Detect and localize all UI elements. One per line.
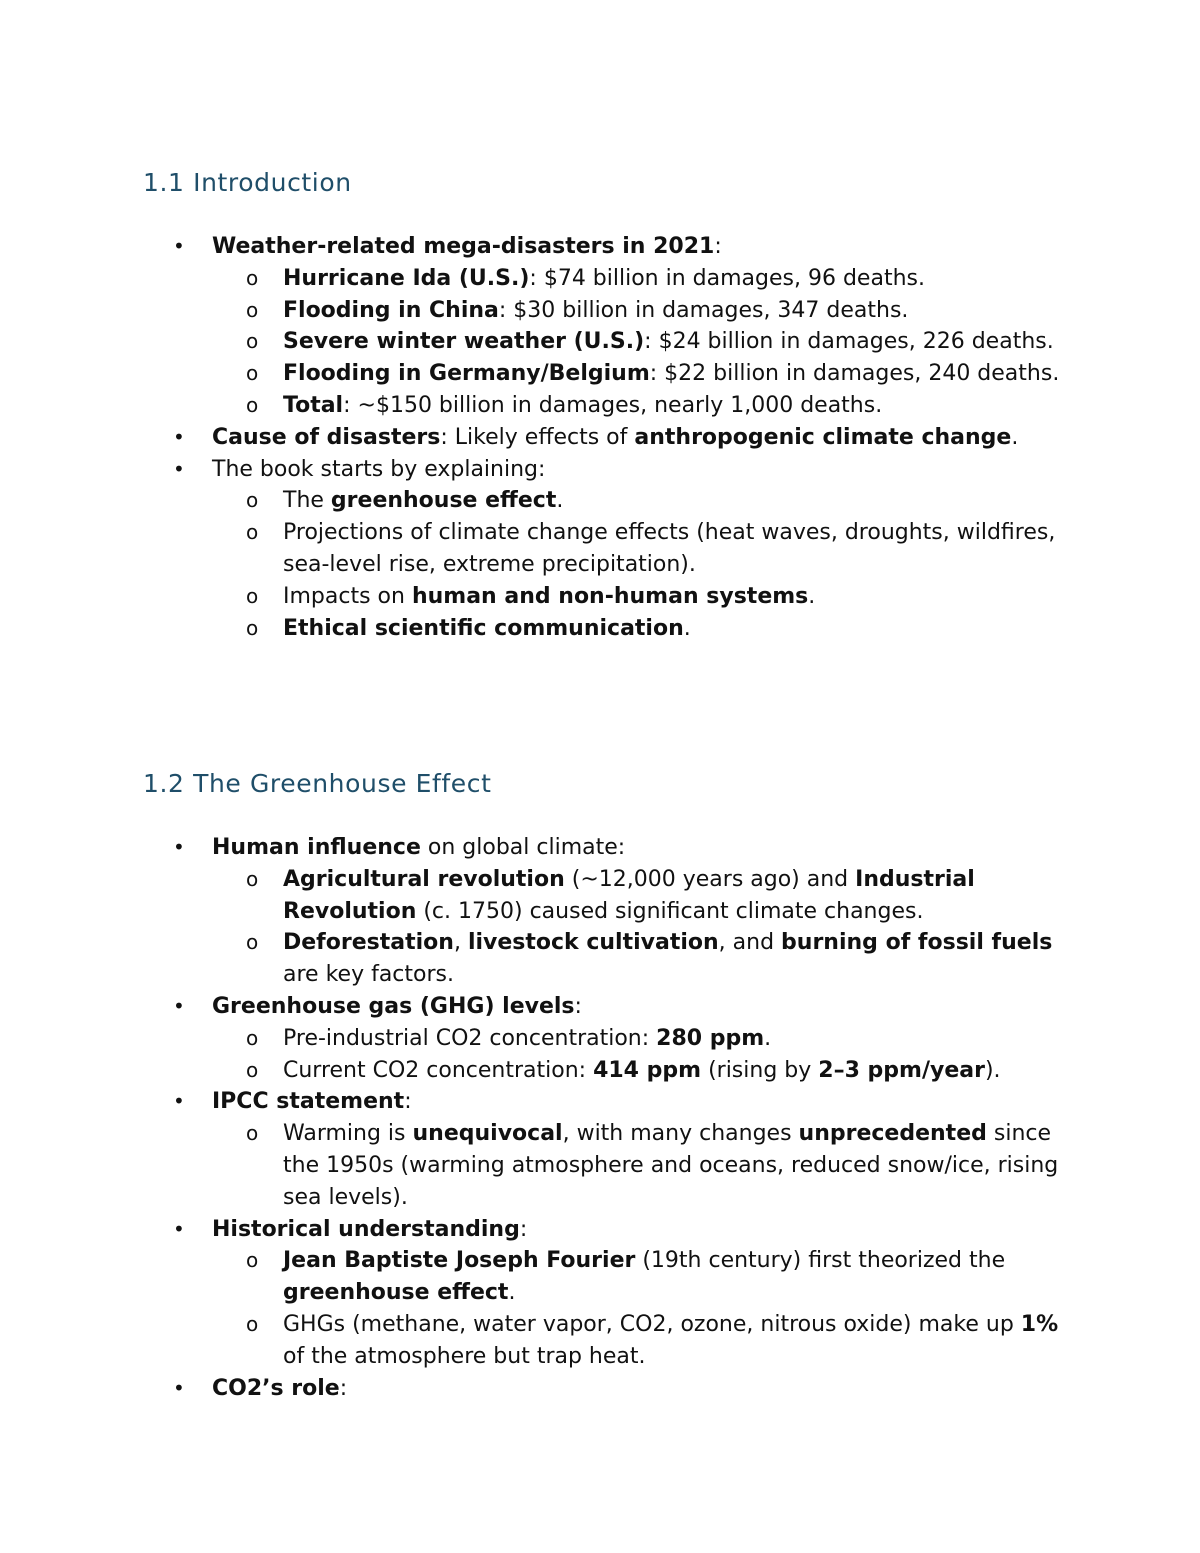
text-run: : — [339, 1375, 348, 1401]
sub-bullet-item — [0, 517, 1063, 581]
section-heading-greenhouse-effect: 1.2 The Greenhouse Effect — [143, 769, 492, 798]
greenhouse-effect-list — [0, 832, 1063, 1404]
bold-text: 280 ppm — [656, 1025, 765, 1051]
text-run: (~12,000 years ago) and — [564, 866, 856, 892]
sub-bullet-item — [0, 1023, 1063, 1055]
text-run: : — [519, 1216, 528, 1242]
bold-text: 1% — [1020, 1311, 1059, 1337]
sub-bullet-icon: o — [246, 866, 259, 891]
bullet-item — [0, 1086, 1062, 1118]
bold-text: 414 ppm — [593, 1057, 702, 1083]
text-run: are key factors. — [283, 962, 454, 988]
bold-text: Ethical scientific communication — [283, 615, 684, 641]
text-run: : $30 billion in damages, 347 deaths. — [498, 297, 909, 323]
bold-text: Flooding in Germany/Belgium — [283, 361, 650, 387]
bullet-item — [0, 832, 1062, 864]
bullet-item — [0, 231, 1062, 263]
text-run: . — [1011, 424, 1019, 450]
text-run: Projections of climate change effects (heat waves, droughts, wildfires, sea-level rise, extreme precipitation). — [283, 520, 1056, 577]
text-run: : — [714, 234, 722, 259]
text-run: . — [764, 1025, 772, 1051]
text-run: : — [404, 1089, 412, 1115]
text-run: . — [683, 615, 691, 641]
bold-text: greenhouse effect — [283, 1280, 509, 1306]
sub-bullet-icon: o — [246, 615, 259, 640]
text-run: : $22 billion in damages, 240 deaths. — [649, 361, 1060, 387]
introduction-list — [0, 231, 1063, 644]
bold-text: anthropogenic climate change — [634, 424, 1012, 450]
bullet-item — [0, 422, 1062, 454]
sub-bullet-icon: o — [246, 1121, 259, 1146]
sub-bullet-icon: o — [246, 520, 259, 545]
sub-bullet-icon: o — [246, 297, 259, 322]
text-run: : ~$150 billion in damages, nearly 1,000 deaths. — [343, 392, 883, 418]
text-run: since the 1950s (warming atmosphere and oceans, reduced snow/ice, rising sea levels). — [283, 1121, 1059, 1210]
text-run: : $24 billion in damages, 226 deaths. — [644, 329, 1054, 355]
text-run: , — [453, 930, 468, 956]
bold-text: human and non-human systems — [411, 583, 809, 609]
sub-bullet-item — [0, 390, 1063, 422]
text-run: ). — [984, 1057, 1001, 1083]
bold-text: burning of fossil fuels — [781, 930, 1053, 956]
bold-text: Agricultural revolution — [283, 866, 565, 892]
bullet-icon: • — [173, 234, 185, 258]
sub-bullet-item — [0, 485, 1063, 517]
sub-bullet-icon: o — [246, 1311, 259, 1336]
text-run: : Likely effects of — [440, 424, 635, 450]
bold-text: Weather-related mega-disasters in 2021 — [212, 234, 715, 259]
bold-text: Deforestation — [283, 930, 454, 956]
bullet-icon: • — [173, 1375, 185, 1400]
sub-bullet-icon: o — [246, 583, 259, 608]
sub-bullet-item — [0, 927, 1063, 991]
text-run: : — [574, 993, 582, 1019]
bold-text: Total — [283, 392, 344, 418]
sub-bullet-icon: o — [246, 1057, 259, 1082]
text-run: , and — [718, 930, 782, 956]
sub-bullet-item — [0, 263, 1063, 295]
bullet-item — [0, 454, 1062, 486]
text-run: The book starts by explaining: — [212, 456, 546, 482]
text-run: Warming is — [283, 1121, 413, 1147]
text-run: of the atmosphere but trap heat. — [283, 1343, 646, 1369]
sub-bullet-icon: o — [246, 329, 259, 354]
sub-bullet-icon: o — [246, 1248, 259, 1273]
text-run: The — [283, 488, 331, 514]
bold-text: Hurricane Ida (U.S.) — [283, 265, 530, 291]
sub-bullet-item — [0, 581, 1063, 613]
text-run: Pre-industrial CO2 concentration: — [283, 1025, 657, 1051]
sub-bullet-icon: o — [246, 392, 259, 417]
text-run: Current CO2 concentration: — [283, 1057, 594, 1083]
bullet-item — [0, 1373, 1062, 1405]
sub-bullet-icon: o — [246, 361, 259, 386]
bold-text: unequivocal — [412, 1121, 563, 1147]
bold-text: livestock cultivation — [467, 930, 719, 956]
sub-bullet-icon: o — [246, 930, 259, 955]
bullet-icon: • — [173, 993, 185, 1018]
text-run: (19th century) first theorized the — [635, 1248, 1006, 1274]
bold-text: 2–3 ppm/year — [818, 1057, 985, 1083]
text-run: : $74 billion in damages, 96 deaths. — [529, 265, 925, 291]
bold-text: Historical understanding — [212, 1216, 520, 1242]
text-run: Impacts on — [283, 583, 412, 609]
sub-bullet-icon: o — [246, 488, 259, 513]
bold-text: Severe winter weather (U.S.) — [283, 329, 645, 355]
text-run: (c. 1750) caused significant climate changes. — [416, 898, 924, 924]
bullet-icon: • — [173, 1216, 185, 1241]
sub-bullet-item — [0, 1245, 1063, 1309]
bullet-icon: • — [173, 835, 185, 859]
sub-bullet-icon: o — [246, 1025, 259, 1050]
bullet-item — [0, 1214, 1062, 1246]
text-run: . — [508, 1280, 516, 1306]
bullet-item — [0, 991, 1062, 1023]
text-run: (rising by — [701, 1057, 819, 1083]
text-run: on global climate: — [420, 835, 626, 860]
sub-bullet-item — [0, 1118, 1063, 1213]
text-run: , with many changes — [562, 1121, 799, 1147]
sub-bullet-icon: o — [246, 265, 259, 290]
text-run: . — [556, 488, 564, 514]
bold-text: Flooding in China — [283, 297, 499, 323]
bold-text: Jean Baptiste Joseph Fourier — [283, 1248, 636, 1274]
bold-text: Human influence — [212, 835, 421, 860]
bold-text: IPCC statement — [212, 1089, 405, 1115]
bold-text: Cause of disasters — [212, 424, 441, 450]
section-heading-introduction: 1.1 Introduction — [143, 168, 352, 197]
sub-bullet-item — [0, 864, 1063, 928]
bold-text: CO2’s role — [212, 1375, 340, 1401]
bold-text: Greenhouse gas (GHG) levels — [212, 993, 575, 1019]
sub-bullet-item — [0, 1055, 1063, 1087]
bullet-icon: • — [173, 456, 185, 481]
bold-text: unprecedented — [798, 1121, 987, 1147]
sub-bullet-item — [0, 613, 1063, 645]
bold-text: greenhouse effect — [330, 488, 557, 514]
sub-bullet-item — [0, 358, 1063, 390]
text-run: . — [808, 583, 816, 609]
sub-bullet-item — [0, 326, 1063, 358]
bullet-icon: • — [173, 1089, 185, 1114]
bold-text: Industrial Revolution — [283, 866, 975, 924]
text-run: GHGs (methane, water vapor, CO2, ozone, nitrous oxide) make up — [283, 1311, 1021, 1337]
sub-bullet-item — [0, 295, 1063, 327]
sub-bullet-item — [0, 1309, 1063, 1373]
bullet-icon: • — [173, 424, 185, 449]
